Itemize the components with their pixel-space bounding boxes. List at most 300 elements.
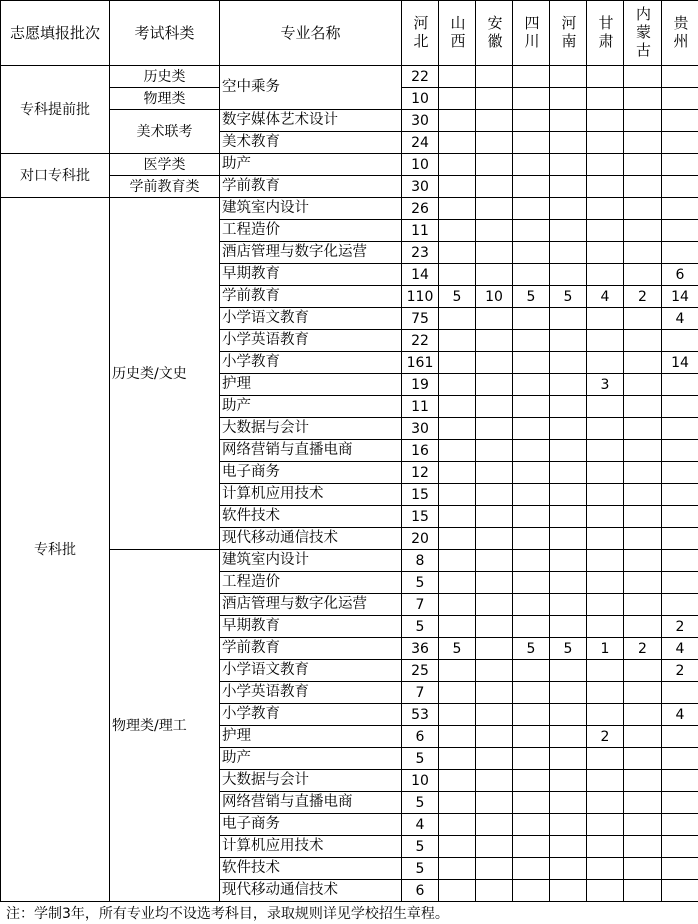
major-name: 计算机应用技术 (220, 836, 402, 858)
quota-cell (662, 726, 698, 748)
quota-cell (476, 440, 513, 462)
quota-cell (587, 396, 624, 418)
quota-cell (439, 506, 476, 528)
quota-cell (476, 792, 513, 814)
quota-cell: 6 (402, 726, 439, 748)
quota-cell (624, 110, 662, 132)
quota-cell (439, 682, 476, 704)
quota-cell (550, 110, 587, 132)
quota-cell: 7 (402, 682, 439, 704)
quota-cell (513, 770, 550, 792)
quota-cell (513, 440, 550, 462)
quota-cell: 5 (402, 836, 439, 858)
quota-cell (513, 616, 550, 638)
quota-cell: 22 (402, 330, 439, 352)
quota-cell (550, 462, 587, 484)
category-cell: 物理类 (110, 88, 220, 110)
quota-cell (662, 176, 698, 198)
quota-cell (513, 264, 550, 286)
quota-cell (550, 176, 587, 198)
quota-cell: 5 (550, 638, 587, 660)
quota-cell (476, 330, 513, 352)
batch-cell: 专科提前批 (1, 66, 110, 154)
quota-cell (513, 594, 550, 616)
quota-cell (476, 242, 513, 264)
quota-cell (513, 748, 550, 770)
quota-cell (624, 220, 662, 242)
quota-cell (439, 484, 476, 506)
quota-cell (513, 792, 550, 814)
quota-cell: 75 (402, 308, 439, 330)
quota-cell (513, 308, 550, 330)
quota-cell (476, 462, 513, 484)
quota-cell: 22 (402, 66, 439, 88)
quota-cell (439, 616, 476, 638)
quota-cell (550, 330, 587, 352)
quota-cell (624, 704, 662, 726)
major-name: 大数据与会计 (220, 418, 402, 440)
quota-cell (662, 110, 698, 132)
quota-cell (550, 704, 587, 726)
quota-cell: 6 (662, 264, 698, 286)
quota-cell (513, 220, 550, 242)
quota-cell (550, 220, 587, 242)
quota-cell (476, 528, 513, 550)
quota-cell (587, 242, 624, 264)
quota-cell (476, 176, 513, 198)
quota-cell (550, 594, 587, 616)
quota-cell (439, 572, 476, 594)
quota-cell (587, 660, 624, 682)
major-name: 大数据与会计 (220, 770, 402, 792)
quota-cell (476, 88, 513, 110)
quota-cell (587, 418, 624, 440)
quota-cell (550, 154, 587, 176)
quota-cell (587, 330, 624, 352)
quota-cell: 4 (587, 286, 624, 308)
quota-cell (513, 352, 550, 374)
major-name: 学前教育 (220, 638, 402, 660)
major-name: 学前教育 (220, 286, 402, 308)
quota-cell (662, 374, 698, 396)
quota-cell: 2 (624, 286, 662, 308)
quota-cell (476, 748, 513, 770)
major-name: 软件技术 (220, 506, 402, 528)
quota-cell: 25 (402, 660, 439, 682)
quota-cell (662, 880, 698, 902)
quota-cell (550, 572, 587, 594)
quota-cell: 26 (402, 198, 439, 220)
major-name: 建筑室内设计 (220, 550, 402, 572)
quota-cell (550, 374, 587, 396)
header-province: 内蒙古 (624, 1, 662, 66)
quota-cell (624, 858, 662, 880)
category-cell: 医学类 (110, 154, 220, 176)
quota-cell (587, 792, 624, 814)
quota-cell (513, 88, 550, 110)
quota-cell (624, 330, 662, 352)
quota-cell (550, 440, 587, 462)
quota-cell (662, 440, 698, 462)
major-name: 早期教育 (220, 264, 402, 286)
quota-cell (624, 616, 662, 638)
quota-cell (439, 154, 476, 176)
quota-cell: 7 (402, 594, 439, 616)
quota-cell: 5 (402, 858, 439, 880)
major-name: 电子商务 (220, 462, 402, 484)
quota-cell: 20 (402, 528, 439, 550)
quota-cell: 5 (513, 638, 550, 660)
quota-cell (439, 748, 476, 770)
quota-cell (587, 814, 624, 836)
quota-cell (439, 176, 476, 198)
quota-cell (513, 660, 550, 682)
quota-cell (550, 352, 587, 374)
major-name: 助产 (220, 748, 402, 770)
quota-cell: 30 (402, 176, 439, 198)
quota-cell: 24 (402, 132, 439, 154)
quota-cell (439, 836, 476, 858)
category-cell: 学前教育类 (110, 176, 220, 198)
quota-cell (439, 814, 476, 836)
quota-cell (587, 66, 624, 88)
quota-cell (513, 396, 550, 418)
quota-cell (476, 264, 513, 286)
header-province: 山西 (439, 1, 476, 66)
quota-cell: 2 (662, 616, 698, 638)
quota-cell (550, 242, 587, 264)
quota-cell (587, 308, 624, 330)
quota-cell (476, 198, 513, 220)
quota-cell (476, 682, 513, 704)
major-name: 早期教育 (220, 616, 402, 638)
quota-cell (662, 154, 698, 176)
quota-cell (624, 198, 662, 220)
header-province: 四川 (513, 1, 550, 66)
quota-cell (587, 220, 624, 242)
quota-cell: 4 (402, 814, 439, 836)
quota-cell (587, 836, 624, 858)
quota-cell (439, 594, 476, 616)
quota-cell (550, 880, 587, 902)
major-name: 护理 (220, 726, 402, 748)
quota-cell (476, 880, 513, 902)
quota-cell (624, 594, 662, 616)
quota-cell (624, 66, 662, 88)
quota-cell (550, 198, 587, 220)
quota-cell (624, 154, 662, 176)
quota-cell: 10 (402, 154, 439, 176)
quota-cell: 2 (662, 660, 698, 682)
quota-cell (550, 858, 587, 880)
quota-cell: 5 (402, 572, 439, 594)
batch-cell: 对口专科批 (1, 154, 110, 198)
quota-cell (662, 550, 698, 572)
quota-cell (476, 836, 513, 858)
quota-cell (587, 550, 624, 572)
quota-cell (587, 858, 624, 880)
quota-cell (587, 528, 624, 550)
quota-cell (550, 528, 587, 550)
quota-cell (476, 396, 513, 418)
quota-cell (513, 814, 550, 836)
quota-cell (624, 308, 662, 330)
quota-cell (439, 462, 476, 484)
header-batch: 志愿填报批次 (1, 1, 110, 66)
quota-cell (476, 132, 513, 154)
quota-cell (662, 506, 698, 528)
quota-cell (624, 132, 662, 154)
quota-cell (587, 484, 624, 506)
quota-cell (624, 396, 662, 418)
quota-cell (550, 66, 587, 88)
major-name: 小学教育 (220, 704, 402, 726)
header-province: 贵州 (662, 1, 698, 66)
quota-cell: 15 (402, 506, 439, 528)
quota-cell (476, 66, 513, 88)
major-name: 空中乘务 (220, 66, 402, 110)
quota-cell (513, 550, 550, 572)
quota-cell (662, 748, 698, 770)
category-cell: 历史类/文史 (110, 198, 220, 550)
major-name: 小学语文教育 (220, 660, 402, 682)
quota-cell (587, 110, 624, 132)
quota-cell (476, 308, 513, 330)
table-row (1, 154, 698, 176)
quota-cell (476, 550, 513, 572)
quota-cell (476, 484, 513, 506)
major-name: 电子商务 (220, 814, 402, 836)
quota-cell (439, 264, 476, 286)
quota-cell (624, 814, 662, 836)
quota-cell (662, 770, 698, 792)
quota-cell: 10 (402, 770, 439, 792)
quota-cell (587, 198, 624, 220)
major-name: 助产 (220, 154, 402, 176)
quota-cell (550, 396, 587, 418)
major-name: 美术教育 (220, 132, 402, 154)
quota-cell (624, 660, 662, 682)
quota-cell (439, 704, 476, 726)
quota-cell: 11 (402, 220, 439, 242)
quota-cell (439, 132, 476, 154)
quota-cell (550, 264, 587, 286)
quota-cell (439, 880, 476, 902)
major-name: 助产 (220, 396, 402, 418)
quota-cell (550, 748, 587, 770)
quota-cell (513, 704, 550, 726)
quota-cell (662, 682, 698, 704)
quota-cell (662, 198, 698, 220)
quota-cell (550, 418, 587, 440)
quota-cell (439, 660, 476, 682)
quota-cell (513, 506, 550, 528)
quota-cell (513, 858, 550, 880)
major-name: 数字媒体艺术设计 (220, 110, 402, 132)
major-name: 酒店管理与数字化运营 (220, 594, 402, 616)
quota-cell (624, 550, 662, 572)
quota-cell: 30 (402, 418, 439, 440)
quota-cell (624, 880, 662, 902)
quota-cell (513, 330, 550, 352)
quota-cell (439, 858, 476, 880)
quota-cell (624, 88, 662, 110)
quota-cell (439, 308, 476, 330)
major-name: 护理 (220, 374, 402, 396)
quota-cell (587, 682, 624, 704)
quota-cell (513, 462, 550, 484)
quota-cell (476, 616, 513, 638)
quota-cell: 5 (439, 286, 476, 308)
quota-cell (550, 726, 587, 748)
quota-cell (587, 176, 624, 198)
quota-cell: 4 (662, 638, 698, 660)
quota-cell (624, 352, 662, 374)
quota-cell (550, 792, 587, 814)
category-cell: 历史类 (110, 66, 220, 88)
quota-cell (662, 396, 698, 418)
quota-cell (476, 638, 513, 660)
major-name: 现代移动通信技术 (220, 880, 402, 902)
quota-cell (662, 572, 698, 594)
quota-cell (587, 770, 624, 792)
quota-cell (587, 616, 624, 638)
quota-cell (587, 440, 624, 462)
quota-cell (476, 770, 513, 792)
quota-cell (513, 726, 550, 748)
quota-cell (439, 528, 476, 550)
quota-cell (439, 198, 476, 220)
quota-cell (624, 748, 662, 770)
quota-cell (624, 528, 662, 550)
quota-cell: 5 (439, 638, 476, 660)
quota-cell (550, 88, 587, 110)
quota-cell: 14 (662, 286, 698, 308)
quota-cell (587, 704, 624, 726)
major-name: 建筑室内设计 (220, 198, 402, 220)
quota-cell (624, 682, 662, 704)
quota-cell: 5 (550, 286, 587, 308)
quota-cell (476, 352, 513, 374)
quota-cell (513, 110, 550, 132)
quota-cell (662, 242, 698, 264)
quota-cell (513, 836, 550, 858)
quota-cell (439, 66, 476, 88)
quota-cell (513, 880, 550, 902)
quota-cell (587, 88, 624, 110)
quota-cell (439, 374, 476, 396)
quota-cell: 30 (402, 110, 439, 132)
quota-cell (662, 836, 698, 858)
quota-cell (662, 66, 698, 88)
quota-cell: 19 (402, 374, 439, 396)
table-row (1, 198, 698, 220)
quota-cell (513, 572, 550, 594)
quota-cell: 4 (662, 704, 698, 726)
category-cell: 美术联考 (110, 110, 220, 154)
quota-cell: 14 (402, 264, 439, 286)
category-cell: 物理类/理工 (110, 550, 220, 902)
major-name: 学前教育 (220, 176, 402, 198)
quota-cell: 5 (402, 792, 439, 814)
header-category: 考试科类 (110, 1, 220, 66)
quota-cell (624, 418, 662, 440)
quota-cell (439, 242, 476, 264)
quota-cell (513, 132, 550, 154)
quota-cell: 110 (402, 286, 439, 308)
header-province: 河北 (402, 1, 439, 66)
quota-cell (513, 682, 550, 704)
quota-cell (550, 770, 587, 792)
quota-cell (587, 264, 624, 286)
quota-cell (439, 352, 476, 374)
quota-cell (476, 220, 513, 242)
quota-cell: 5 (402, 748, 439, 770)
quota-cell: 10 (402, 88, 439, 110)
quota-cell (476, 154, 513, 176)
quota-cell (476, 572, 513, 594)
quota-cell (624, 440, 662, 462)
quota-cell (624, 770, 662, 792)
quota-cell (550, 814, 587, 836)
quota-cell: 8 (402, 550, 439, 572)
quota-cell (550, 308, 587, 330)
quota-cell (476, 726, 513, 748)
quota-cell: 6 (402, 880, 439, 902)
quota-cell (550, 682, 587, 704)
quota-cell: 2 (624, 638, 662, 660)
quota-cell (476, 814, 513, 836)
quota-cell (550, 660, 587, 682)
quota-cell (550, 506, 587, 528)
quota-cell (550, 132, 587, 154)
major-name: 工程造价 (220, 220, 402, 242)
major-name: 工程造价 (220, 572, 402, 594)
quota-cell: 15 (402, 484, 439, 506)
quota-cell (439, 726, 476, 748)
major-name: 网络营销与直播电商 (220, 792, 402, 814)
quota-cell (624, 792, 662, 814)
quota-cell (476, 506, 513, 528)
quota-cell (513, 484, 550, 506)
quota-cell (476, 418, 513, 440)
quota-cell (624, 484, 662, 506)
quota-cell (439, 440, 476, 462)
quota-cell (476, 660, 513, 682)
major-name: 软件技术 (220, 858, 402, 880)
major-name: 计算机应用技术 (220, 484, 402, 506)
quota-cell (662, 462, 698, 484)
quota-cell (439, 330, 476, 352)
quota-cell (513, 528, 550, 550)
quota-cell (476, 858, 513, 880)
quota-cell (439, 792, 476, 814)
quota-cell (662, 594, 698, 616)
quota-cell: 2 (587, 726, 624, 748)
major-name: 网络营销与直播电商 (220, 440, 402, 462)
quota-cell (662, 792, 698, 814)
quota-cell (624, 374, 662, 396)
quota-cell: 161 (402, 352, 439, 374)
quota-cell: 23 (402, 242, 439, 264)
quota-cell (662, 132, 698, 154)
quota-cell (513, 66, 550, 88)
major-name: 小学语文教育 (220, 308, 402, 330)
quota-cell (439, 770, 476, 792)
quota-cell (550, 616, 587, 638)
major-name: 小学英语教育 (220, 330, 402, 352)
quota-cell (662, 484, 698, 506)
